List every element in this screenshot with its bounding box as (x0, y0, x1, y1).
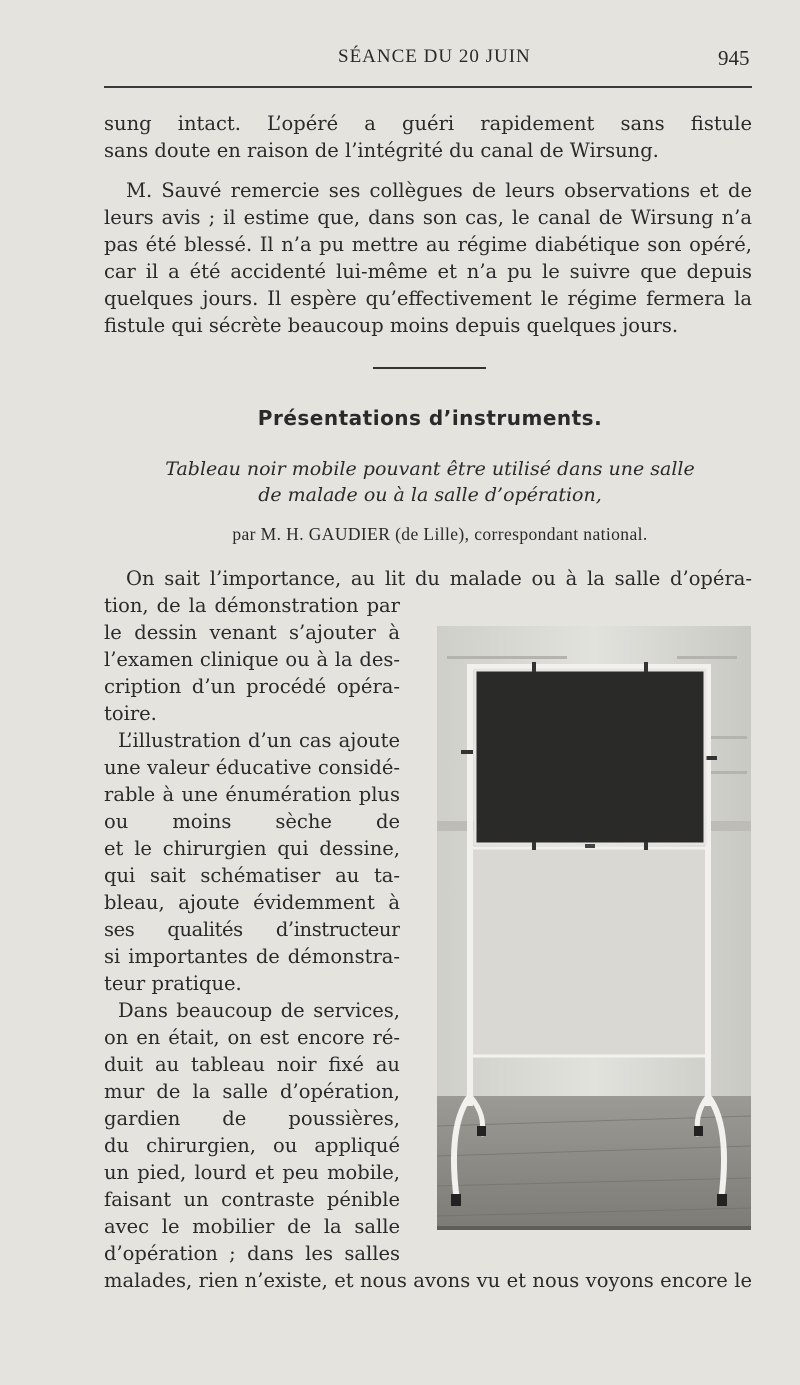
text-line: qui sait schématiser au ta- (104, 864, 400, 887)
text-line: Dans beaucoup de services, (118, 999, 400, 1022)
text-line: ses qualités d’instructeur (104, 918, 400, 941)
blackboard-photo (437, 626, 751, 1230)
text-line: leurs avis ; il estime que, dans son cas, le canal de Wirsung n’a (104, 206, 752, 229)
text-line: toire. (104, 702, 157, 725)
text-line: sung intact. L’opéré a guéri rapidement sans fistule (104, 112, 752, 135)
text-line: sans doute en raison de l’intégrité du canal de Wirsung. (104, 139, 659, 162)
text-line: cription d’un procédé opéra- (104, 675, 400, 698)
text-line: fistule qui sécrète beaucoup moins depuis quelques jours. (104, 314, 679, 337)
text-line: d’opération ; dans les salles (104, 1242, 400, 1265)
article-subtitle: Tableau noir mobile pouvant être utilisé dans une salle (165, 458, 695, 480)
text-line: car il a été accidenté lui-même et n’a pu le suivre que depuis (104, 260, 752, 283)
article-subtitle: de malade ou à la salle d’opération, (258, 484, 602, 506)
text-line: on en était, on est encore ré- (104, 1026, 400, 1049)
text-line: le dessin venant s’ajouter à (104, 621, 400, 644)
section-heading: Présentations d’instruments. (257, 406, 603, 430)
running-title: SÉANCE DU 20 JUIN (338, 46, 531, 67)
page-number: 945 (718, 46, 750, 70)
text-line: malades, rien n’existe, et nous avons vu et nous voyons encore le (104, 1269, 752, 1292)
text-line: On sait l’importance, au lit du malade ou à la salle d’opéra- (126, 567, 752, 590)
text-line: duit au tableau noir fixé au (104, 1053, 400, 1076)
text-line: pas été blessé. Il n’a pu mettre au régime diabétique son opéré, (104, 233, 752, 256)
text-line: si importantes de démonstra- (104, 945, 400, 968)
text-line: faisant un contraste pénible (104, 1188, 400, 1211)
text-line: quelques jours. Il espère qu’effectivement le régime fermera la (104, 287, 752, 310)
text-line: bleau, ajoute évidemment à (104, 891, 400, 914)
text-line: avec le mobilier de la salle (104, 1215, 400, 1238)
section-separator (373, 367, 486, 369)
running-header (0, 46, 800, 70)
header-rule (104, 86, 752, 88)
text-line: gardien de poussières, (104, 1107, 400, 1130)
article-byline: par M. H. GAUDIER (de Lille), correspondant national. (232, 524, 648, 544)
text-line: du chirurgien, ou appliqué (104, 1134, 400, 1157)
text-line: L’illustration d’un cas ajoute (118, 729, 400, 752)
text-line: tion, de la démonstration par (104, 594, 400, 617)
text-line: ou moins sèche de (104, 810, 400, 833)
text-line: l’examen clinique ou à la des- (104, 648, 400, 671)
text-line: mur de la salle d’opération, (104, 1080, 400, 1103)
text-line: une valeur éducative considé- (104, 756, 400, 779)
text-line: rable à une énumération plus (104, 783, 400, 806)
text-line: teur pratique. (104, 972, 242, 995)
text-line: et le chirurgien qui dessine, (104, 837, 400, 860)
text-line: un pied, lourd et peu mobile, (104, 1161, 400, 1184)
text-line: M. Sauvé remercie ses collègues de leurs observations et de (126, 179, 752, 202)
